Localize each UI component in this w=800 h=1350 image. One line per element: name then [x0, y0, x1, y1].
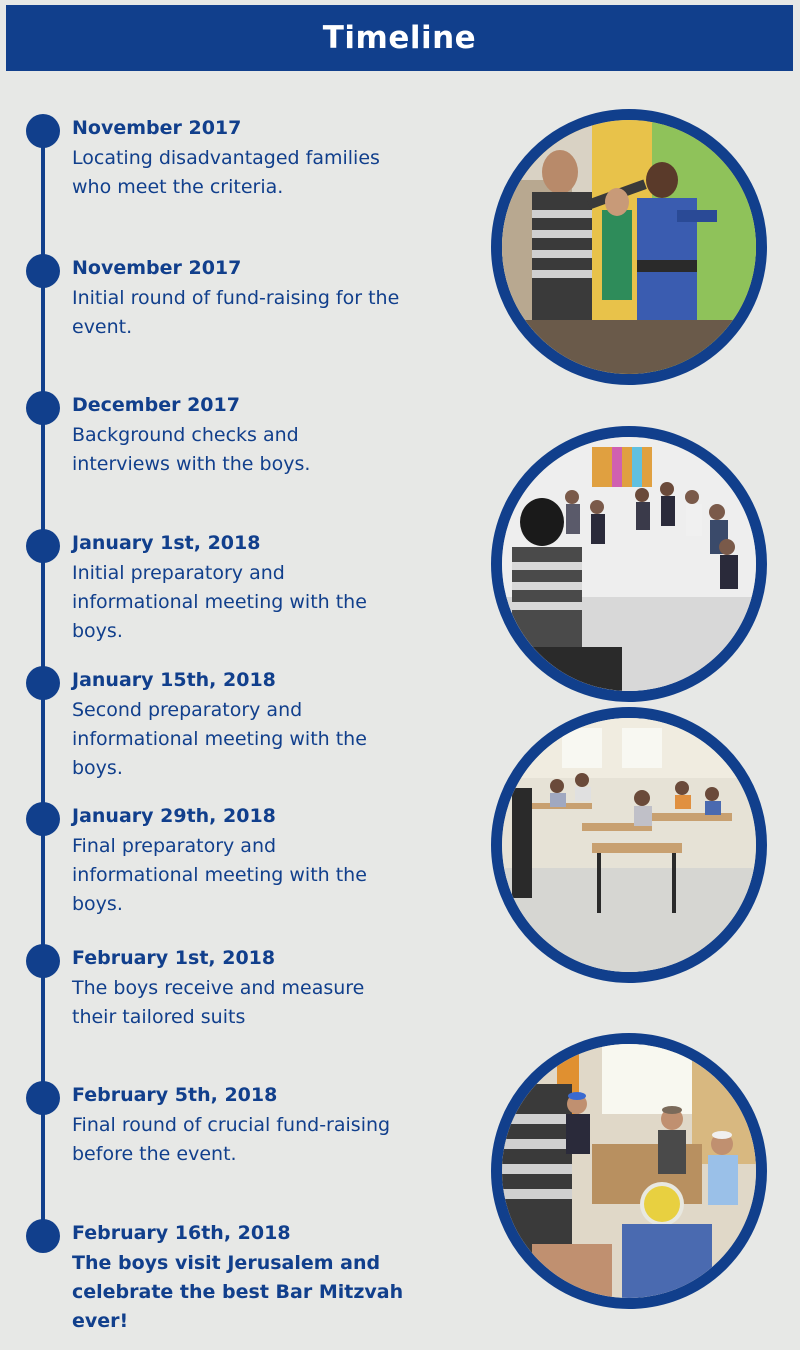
event-date: November 2017 [72, 117, 242, 139]
event-photo-1 [491, 109, 767, 385]
timeline-dot [26, 1081, 60, 1115]
timeline-dot [26, 391, 60, 425]
event-description: Background checks and interviews with the boys. [72, 424, 311, 475]
event-description: The boys receive and measure their tailored suits [72, 977, 365, 1028]
timeline-dot [26, 114, 60, 148]
event-description: Locating disadvantaged families who meet the criteria. [72, 147, 380, 198]
event-photo-4 [491, 1033, 767, 1309]
photo-classroom [502, 718, 756, 972]
event-description: Initial round of fund-raising for the event. [72, 287, 400, 338]
timeline-dot [26, 1219, 60, 1253]
event-date: January 1st, 2018 [72, 532, 261, 554]
timeline-dot [26, 944, 60, 978]
header-banner [6, 5, 793, 71]
timeline-dot [26, 529, 60, 563]
event-description: The boys visit Jerusalem and celebrate the best Bar Mitzvah ever! [72, 1252, 404, 1332]
event-description: Second preparatory and informational meeting with the boys. [72, 699, 367, 779]
event-date: November 2017 [72, 257, 242, 279]
event-photo-2 [491, 426, 767, 702]
event-date: January 29th, 2018 [72, 805, 276, 827]
event-date: February 1st, 2018 [72, 947, 276, 969]
page-title: Timeline [322, 20, 477, 56]
event-description: Initial preparatory and informational meeting with the boys. [72, 562, 367, 642]
timeline-dot [26, 666, 60, 700]
photo-table-group [502, 1044, 756, 1298]
event-date: December 2017 [72, 394, 240, 416]
event-date: February 16th, 2018 [72, 1222, 291, 1244]
timeline-dot [26, 254, 60, 288]
event-description: Final round of crucial fund-raising before the event. [72, 1114, 391, 1165]
event-date: January 15th, 2018 [72, 669, 276, 691]
event-description: Final preparatory and informational meeting with the boys. [72, 835, 367, 915]
event-photo-3 [491, 707, 767, 983]
event-date: February 5th, 2018 [72, 1084, 278, 1106]
timeline-dot [26, 802, 60, 836]
photo-meeting-circle [502, 437, 756, 691]
photo-blessing [502, 120, 756, 374]
